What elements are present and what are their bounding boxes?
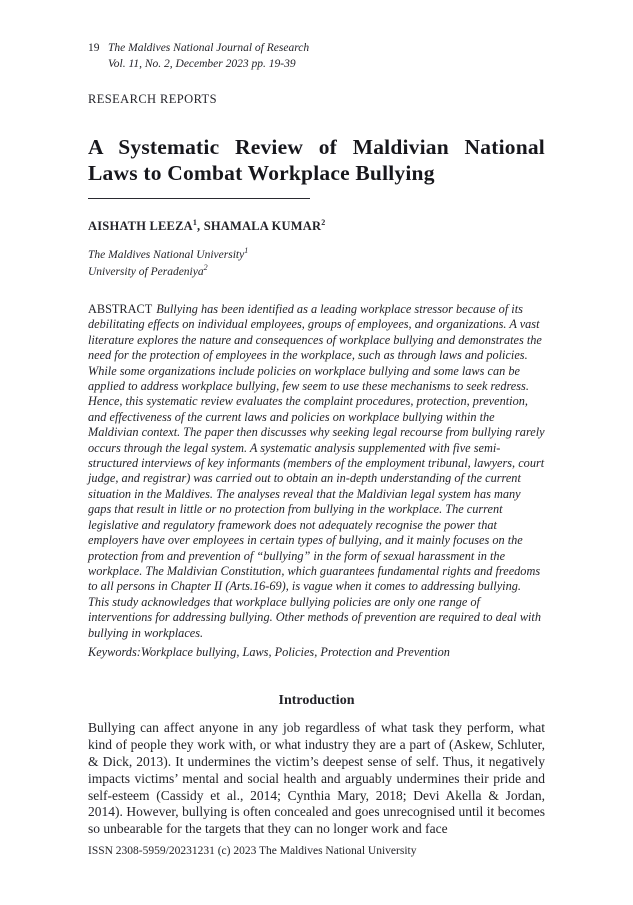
journal-name: The Maldives National Journal of Research — [108, 42, 310, 54]
abstract-label: ABSTRACT — [88, 302, 153, 316]
running-head-line1 — [88, 40, 545, 56]
affiliation-2-mark: 2 — [203, 263, 208, 273]
keywords-line — [88, 645, 545, 660]
author-2-affiliation-mark: 2 — [321, 217, 326, 227]
authors-line — [88, 219, 545, 234]
article-title: A Systematic Review of Maldivian National Laws to Combat Workplace Bullying — [88, 135, 545, 185]
affiliation-2 — [88, 264, 545, 281]
author-2-name: SHAMALA KUMAR — [203, 219, 322, 233]
section-heading-introduction: Introduction — [278, 693, 355, 709]
introduction-paragraph: Bullying can affect anyone in any job regardless of what task they perform, what kind of people they work with, or what industry they are a part of (Askew, Schluter, & Dick, 2013). It undermines the victim’s deepest sense of self. Thus, it negatively impacts victims’ mental and social health and arguably undermines their pride and self-esteem (Cassidy et al., 2014; Cynthia Mary, 2018; Devi Akella & Jordan, 2014). However, bullying is often concealed and goes unrecognised until it becomes so unbearable for the targets that they can no longer work and face — [88, 720, 545, 837]
issue-info: Vol. 11, No. 2, December 2023 pp. 19-39 — [108, 58, 296, 70]
affiliations — [88, 247, 545, 281]
affiliation-2-text: University of Peradeniya — [88, 266, 204, 278]
keywords-label: Keywords: — [88, 644, 141, 659]
affiliation-1-text: The Maldives National University — [88, 249, 245, 261]
abstract-paragraph — [88, 302, 545, 641]
footer-issn-line: ISSN 2308-5959/20231231 (c) 2023 The Maldives National University — [88, 845, 417, 857]
author-1-name: AISHATH LEEZA — [88, 219, 193, 233]
authors-separator: , — [197, 219, 204, 233]
affiliation-1 — [88, 247, 545, 264]
author-1-affiliation-mark: 1 — [192, 217, 198, 227]
title-rule — [88, 198, 310, 199]
section-label: RESEARCH REPORTS — [88, 92, 217, 106]
abstract-text: Bullying has been identified as a leading workplace stressor because of its debilitating effects on individual employees, groups of employees, and organizations. A vast literature explores the nature and consequences of workplace bullying and demonstrates the need for the protection of employees in the workplace, such as through laws and policies. While some organizations include policies on workplace bullying and some laws can be applied to address workplace bullying, few seem to use these mechanisms to seek redress. Hence, this systematic review evaluates the complaint procedures, protection, prevention, and effectiveness of the current laws and policies on workplace bullying within the Maldivian context. The paper then discusses why seeking legal recourse from bullying rarely occurs through the legal system. A systematic analysis supplemented with five semi-structured interviews of key informants (members of the employment tribunal, lawyers, court judge, and registrar) was carried out to obtain an in-depth understanding of the current situation in the Maldives. The analyses reveal that the Maldivian legal system has many gaps that result in little or no protection from bullying in the workplace. The current legislative and regulatory framework does not adequately recognise the power that employers have over employees in certain types of bullying, and it mainly focuses on the protection from and prevention of “bullying” in the form of sexual harassment in the workplace. The Maldivian Constitution, which guarantees fundamental rights and freedoms to all persons in Chapter II (Arts.16-69), is vague when it comes to addressing bullying. This study acknowledges that workplace bullying policies are only one range of interventions for addressing bullying. Other methods of prevention are required to deal with bullying in workplaces. — [88, 302, 545, 640]
affiliation-1-mark: 1 — [244, 246, 249, 256]
page-number: 19 — [88, 42, 100, 54]
keywords-text: Workplace bullying, Laws, Policies, Protection and Prevention — [140, 644, 450, 659]
running-head — [88, 40, 545, 72]
